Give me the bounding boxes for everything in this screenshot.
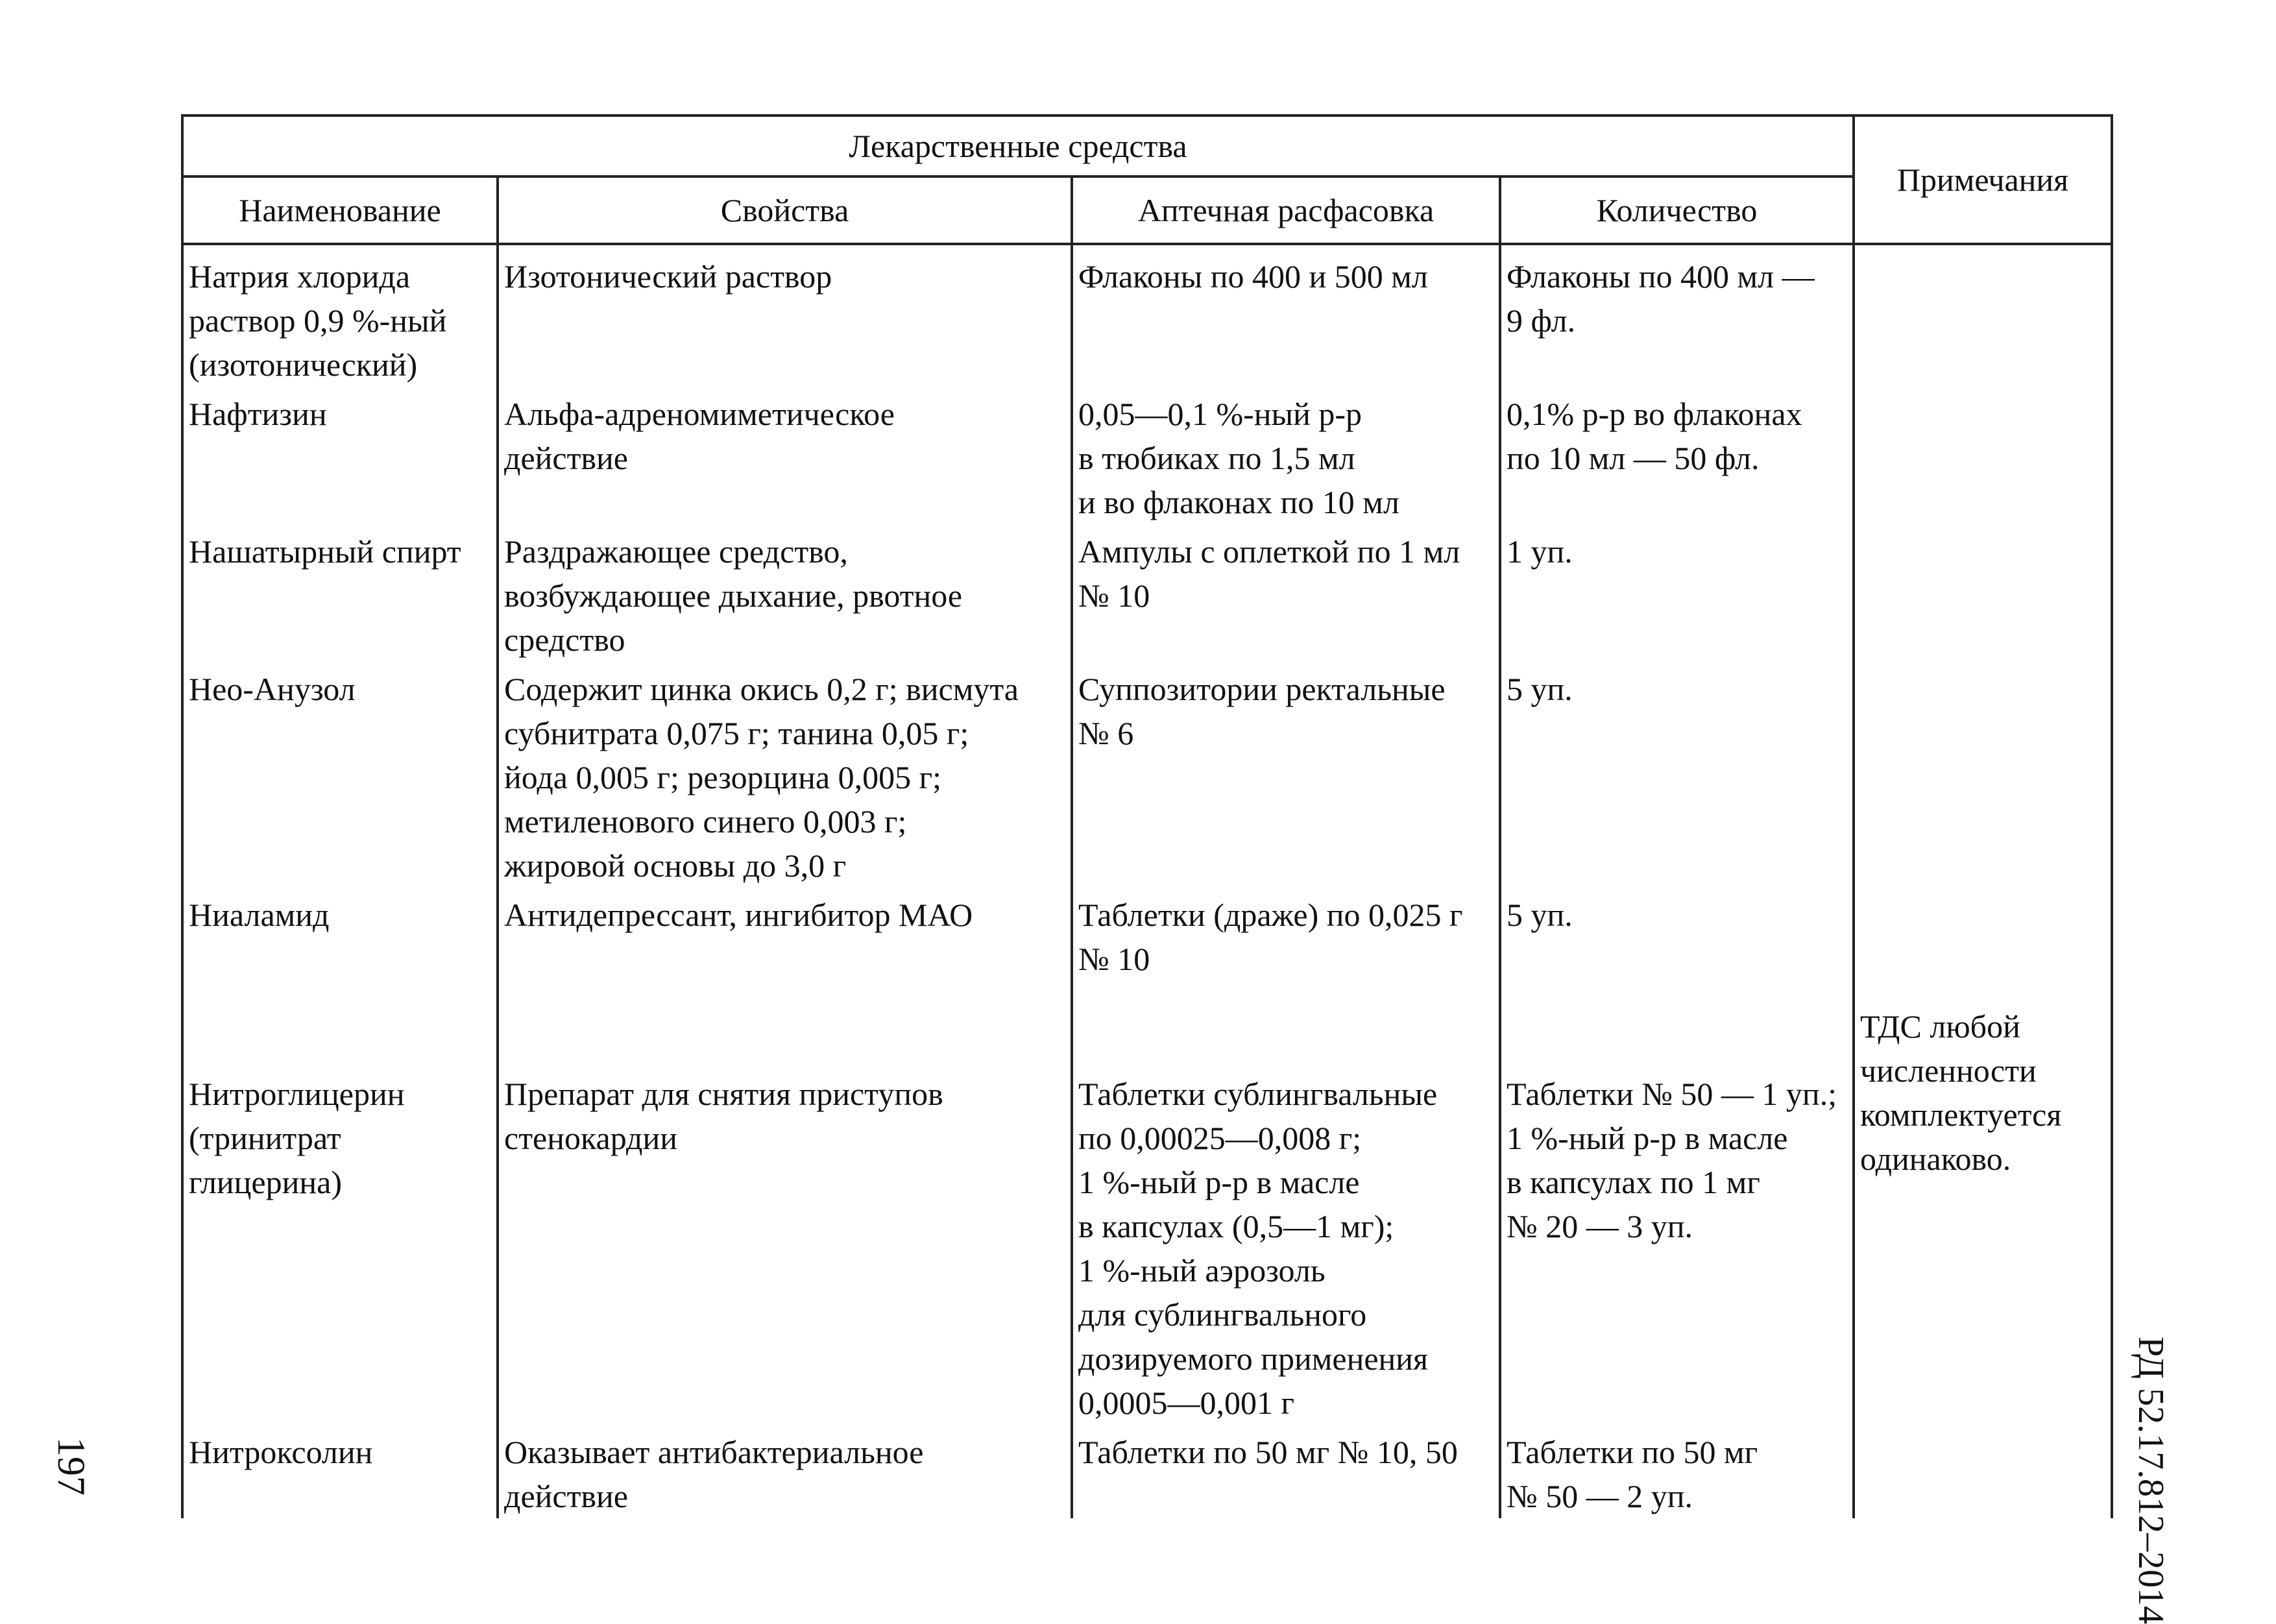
cell-packaging bbox=[1072, 387, 1500, 524]
cell-properties bbox=[498, 888, 1072, 1067]
cell-line: № 50 — 2 уп. bbox=[1507, 1478, 1693, 1514]
cell-line: 5 уп. bbox=[1507, 671, 1573, 707]
cell-line: (тринитрат bbox=[189, 1120, 341, 1156]
cell-line: в капсулах (0,5—1 мг); bbox=[1078, 1208, 1394, 1244]
cell-line: Нитроксолин bbox=[189, 1434, 373, 1470]
cell-packaging bbox=[1072, 888, 1500, 1067]
cell-line: возбуждающее дыхание, рвотное bbox=[504, 577, 963, 614]
cell-name bbox=[182, 387, 498, 524]
table-row bbox=[182, 387, 2112, 524]
cell-line: Флаконы по 400 и 500 мл bbox=[1078, 258, 1428, 295]
cell-quantity bbox=[1500, 888, 1854, 1067]
cell-line: действие bbox=[504, 1478, 628, 1514]
cell-line: стенокардии bbox=[504, 1120, 678, 1156]
cell-line: Нашатырный спирт bbox=[189, 533, 461, 570]
cell-line: по 0,00025—0,008 г; bbox=[1078, 1120, 1362, 1156]
cell-line: Таблетки (драже) по 0,025 г bbox=[1078, 897, 1463, 933]
cell-properties bbox=[498, 1425, 1072, 1518]
header-quantity: Количество bbox=[1500, 176, 1854, 244]
cell-packaging bbox=[1072, 244, 1500, 387]
header-properties: Свойства bbox=[498, 176, 1072, 244]
cell-line: 9 фл. bbox=[1507, 302, 1576, 339]
cell-line: субнитрата 0,075 г; танина 0,05 г; bbox=[504, 715, 969, 751]
cell-quantity bbox=[1500, 524, 1854, 662]
cell-line: Таблетки сублингвальные bbox=[1078, 1076, 1438, 1112]
cell-line: в тюбиках по 1,5 мл bbox=[1078, 440, 1355, 476]
cell-quantity bbox=[1500, 244, 1854, 387]
note-line: ТДС любой bbox=[1860, 1008, 2020, 1045]
cell-name bbox=[182, 1067, 498, 1425]
table-row bbox=[182, 1425, 2112, 1518]
cell-line: Нафтизин bbox=[189, 396, 327, 432]
cell-name bbox=[182, 888, 498, 1067]
cell-line: 0,1% р-р во флаконах bbox=[1507, 396, 1802, 432]
cell-properties bbox=[498, 244, 1072, 387]
cell-line: Раздражающее средство, bbox=[504, 533, 848, 570]
cell-line: Препарат для снятия приступов bbox=[504, 1076, 943, 1112]
cell-line: Таблетки № 50 — 1 уп.; bbox=[1507, 1076, 1837, 1112]
group-header-medications: Лекарственные средства bbox=[182, 115, 1854, 176]
cell-quantity bbox=[1500, 1067, 1854, 1425]
table-row bbox=[182, 888, 2112, 1067]
cell-properties bbox=[498, 1067, 1072, 1425]
table-row bbox=[182, 1067, 2112, 1425]
cell-name bbox=[182, 524, 498, 662]
cell-line: 1 %-ный р-р в масле bbox=[1507, 1120, 1788, 1156]
cell-line: для сублингвального bbox=[1078, 1296, 1367, 1333]
header-notes: Примечания bbox=[1854, 115, 2112, 244]
cell-line: действие bbox=[504, 440, 628, 476]
header-packaging: Аптечная расфасовка bbox=[1072, 176, 1500, 244]
cell-line: № 10 bbox=[1078, 941, 1150, 977]
note-line: одинаково. bbox=[1860, 1141, 2011, 1177]
table-row bbox=[182, 662, 2112, 888]
document-code: РД 52.17.812–2014 bbox=[2131, 1337, 2171, 1624]
cell-name bbox=[182, 244, 498, 387]
cell-line: в капсулах по 1 мг bbox=[1507, 1164, 1760, 1200]
cell-line: раствор 0,9 %-ный bbox=[189, 302, 447, 339]
cell-line: № 10 bbox=[1078, 577, 1150, 614]
cell-line: № 6 bbox=[1078, 715, 1134, 751]
table-body bbox=[182, 244, 2112, 1518]
cell-name bbox=[182, 662, 498, 888]
cell-line: № 20 — 3 уп. bbox=[1507, 1208, 1693, 1244]
cell-line: 1 %-ный аэрозоль bbox=[1078, 1252, 1326, 1289]
cell-line: йода 0,005 г; резорцина 0,005 г; bbox=[504, 759, 941, 795]
cell-line: Содержит цинка окись 0,2 г; висмута bbox=[504, 671, 1019, 707]
cell-line: 1 уп. bbox=[1507, 533, 1573, 570]
cell-line: дозируемого применения bbox=[1078, 1340, 1429, 1377]
cell-line: Таблетки по 50 мг № 10, 50 bbox=[1078, 1434, 1458, 1470]
cell-line: 0,0005—0,001 г bbox=[1078, 1385, 1295, 1421]
cell-line: средство bbox=[504, 622, 625, 658]
cell-line: Оказывает антибактериальное bbox=[504, 1434, 924, 1470]
cell-line: Альфа-адреномиметическое bbox=[504, 396, 895, 432]
table-row bbox=[182, 524, 2112, 662]
cell-line: жировой основы до 3,0 г bbox=[504, 847, 847, 884]
cell-line: по 10 мл — 50 фл. bbox=[1507, 440, 1760, 476]
cell-line: глицерина) bbox=[189, 1164, 342, 1200]
cell-line: (изотонический) bbox=[189, 346, 418, 383]
medication-table bbox=[181, 114, 2113, 1518]
cell-properties bbox=[498, 387, 1072, 524]
cell-packaging bbox=[1072, 1067, 1500, 1425]
cell-packaging bbox=[1072, 524, 1500, 662]
cell-line: Таблетки по 50 мг bbox=[1507, 1434, 1758, 1470]
cell-quantity bbox=[1500, 387, 1854, 524]
cell-properties bbox=[498, 524, 1072, 662]
cell-name bbox=[182, 1425, 498, 1518]
cell-quantity bbox=[1500, 662, 1854, 888]
cell-line: Нитроглицерин bbox=[189, 1076, 405, 1112]
cell-properties bbox=[498, 662, 1072, 888]
cell-line: Натрия хлорида bbox=[189, 258, 411, 295]
cell-line: Флаконы по 400 мл — bbox=[1507, 258, 1815, 295]
cell-line: Суппозитории ректальные bbox=[1078, 671, 1446, 707]
cell-line: Нео-Анузол bbox=[189, 671, 356, 707]
cell-line: Ниаламид bbox=[189, 897, 330, 933]
page-number: 197 bbox=[50, 1437, 93, 1496]
cell-packaging bbox=[1072, 662, 1500, 888]
cell-line: 0,05—0,1 %-ный р-р bbox=[1078, 396, 1362, 432]
cell-packaging bbox=[1072, 1425, 1500, 1518]
cell-notes bbox=[1854, 244, 2112, 1518]
cell-line: Изотонический раствор bbox=[504, 258, 832, 295]
cell-line: и во флаконах по 10 мл bbox=[1078, 484, 1399, 520]
cell-quantity bbox=[1500, 1425, 1854, 1518]
header-name: Наименование bbox=[182, 176, 498, 244]
cell-line: метиленового синего 0,003 г; bbox=[504, 803, 907, 840]
note-line: комплектуется bbox=[1860, 1097, 2062, 1133]
table-row bbox=[182, 244, 2112, 387]
cell-line: Антидепрессант, ингибитор МАО bbox=[504, 897, 973, 933]
note-line: численности bbox=[1860, 1052, 2037, 1089]
cell-line: 5 уп. bbox=[1507, 897, 1573, 933]
cell-line: Ампулы с оплеткой по 1 мл bbox=[1078, 533, 1460, 570]
cell-line: 1 %-ный р-р в масле bbox=[1078, 1164, 1360, 1200]
